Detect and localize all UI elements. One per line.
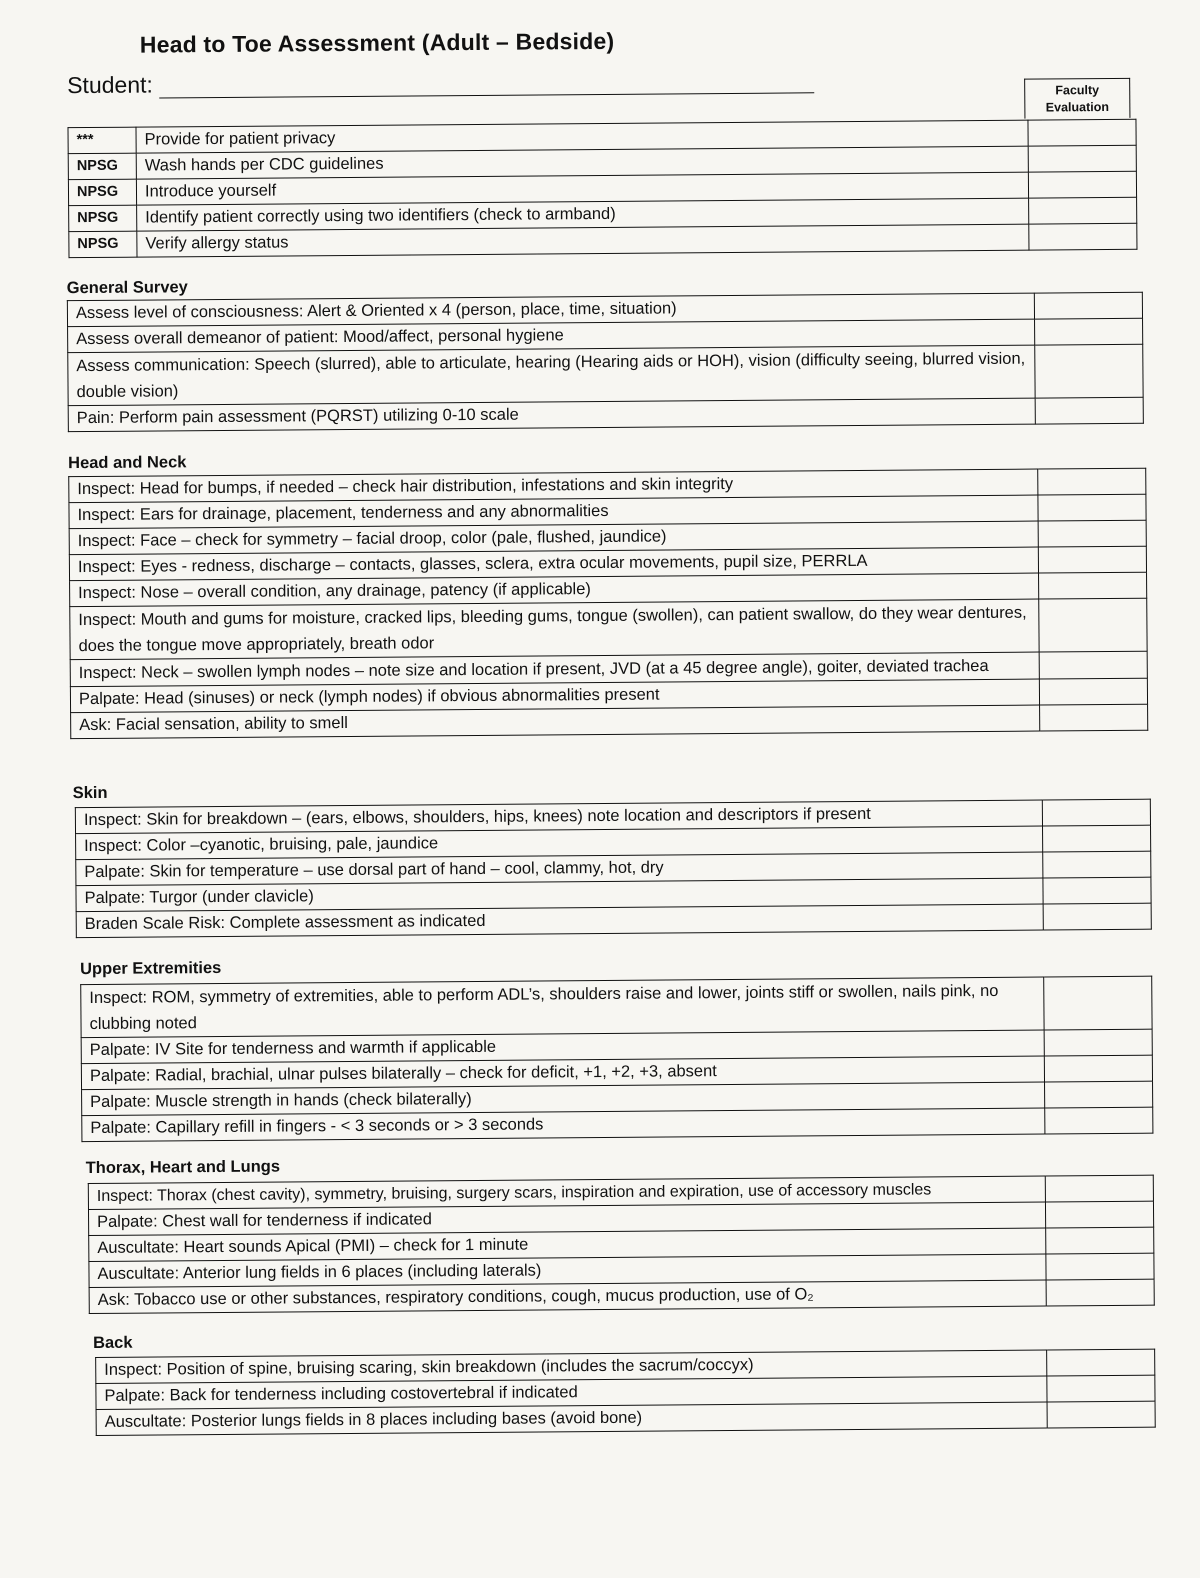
row-text: Verify allergy status [137,224,1029,257]
row-text: Inspect: Face – check for symmetry – facial droop, color (pale, flushed, jaundice) [69,521,1038,555]
evaluation-cell[interactable] [1028,171,1136,198]
head-and-neck-table [68,468,1148,739]
section-title-thorax-heart-lungs: Thorax, Heart and Lungs [85,1157,281,1178]
section-title-skin: Skin [72,783,108,803]
evaluation-cell[interactable] [1045,1175,1153,1202]
evaluation-cell[interactable] [1046,1253,1154,1280]
evaluation-cell[interactable] [1047,1375,1155,1402]
upper-extremities-table [80,976,1153,1142]
evaluation-cell[interactable] [1039,572,1147,599]
row-text: Inspect: ROM, symmetry of extremities, able to perform ADL’s, shoulders raise and lower, joints stiff or swollen, nails pink, no clubbing noted [81,977,1044,1038]
evaluation-cell[interactable] [1035,318,1143,345]
evaluation-cell[interactable] [1047,1401,1155,1428]
table-row [70,598,1147,659]
evaluation-cell[interactable] [1043,825,1151,852]
section-title-back: Back [92,1333,133,1353]
evaluation-cell[interactable] [1039,678,1147,705]
row-text: Palpate: Radial, brachial, ulnar pulses bilaterally – check for deficit, +1, +2, +3, absent [81,1056,1044,1090]
row-text: Braden Scale Risk: Complete assessment as indicated [76,904,1043,938]
row-text: Identify patient correctly using two identifiers (check to armband) [137,198,1029,231]
student-name-line[interactable] [159,70,814,98]
table-row [81,976,1152,1037]
evaluation-cell[interactable] [1028,119,1136,146]
evaluation-cell[interactable] [1038,546,1146,573]
row-text: Palpate: Back for tenderness including costovertebral if indicated [96,1376,1047,1409]
student-label: Student: [67,71,153,99]
section-title-general-survey: General Survey [66,278,188,298]
row-text: Palpate: Capillary refill in fingers - < 3 seconds or > 3 seconds [82,1108,1045,1142]
row-text: Auscultate: Posterior lungs fields in 8 places including bases (avoid bone) [96,1402,1047,1435]
section-title-head-and-neck: Head and Neck [68,453,187,473]
row-text: Palpate: Skin for temperature – use dorsal part of hand – cool, clammy, hot, dry [76,852,1043,886]
row-text: Assess overall demeanor of patient: Mood/affect, personal hygiene [68,319,1035,353]
evaluation-cell[interactable] [1039,651,1147,679]
evaluation-cell[interactable] [1043,877,1151,904]
row-text: Palpate: Chest wall for tenderness if indicated [88,1202,1045,1236]
evaluation-cell[interactable] [1028,145,1136,172]
npsg-table [67,119,1137,258]
evaluation-cell[interactable] [1043,851,1151,878]
evaluation-cell[interactable] [1046,1227,1154,1254]
evaluation-cell[interactable] [1034,292,1142,319]
form-title: Head to Toe Assessment (Adult – Bedside) [139,27,615,58]
student-field [67,66,814,99]
row-text: Inspect: Thorax (chest cavity), symmetry, bruising, surgery scars, inspiration and expiration, use of accessory muscles [88,1176,1045,1210]
evaluation-cell[interactable] [1042,799,1150,826]
evaluation-cell[interactable] [1044,1029,1152,1056]
row-text: Inspect: Nose – overall condition, any drainage, patency (if applicable) [70,573,1039,607]
evaluation-cell[interactable] [1035,344,1143,398]
row-text: Inspect: Head for bumps, if needed – check hair distribution, infestations and skin integrity [69,469,1038,503]
row-text: Provide for patient privacy [136,120,1028,153]
row-text: Palpate: Turgor (under clavicle) [76,878,1043,912]
evaluation-cell[interactable] [1044,976,1152,1030]
row-code: NPSG [69,231,137,258]
skin-table [75,799,1152,938]
faculty-evaluation-header [1024,78,1130,119]
evaluation-cell[interactable] [1045,1081,1153,1108]
general-survey-table [67,292,1144,432]
thorax-heart-lungs-table [88,1175,1155,1314]
row-text: Wash hands per CDC guidelines [136,146,1028,179]
row-text: Assess level of consciousness: Alert & Oriented x 4 (person, place, time, situation) [67,293,1034,327]
row-code: NPSG [68,153,136,180]
row-text: Inspect: Mouth and gums for moisture, cracked lips, bleeding gums, tongue (swollen), can patient swallow, do they wear dentures, does the tongue move appropriately, breath odor [70,599,1039,660]
evaluation-cell[interactable] [1044,1055,1152,1082]
row-text: Palpate: IV Site for tenderness and warmth if applicable [81,1030,1044,1064]
evaluation-cell[interactable] [1038,520,1146,547]
evaluation-cell[interactable] [1039,598,1147,652]
table-row [68,344,1143,405]
row-code: *** [68,127,136,154]
row-text: Inspect: Skin for breakdown – (ears, elbows, shoulders, hips, knees) note location and descriptors if present [75,800,1042,834]
evaluation-cell[interactable] [1046,1279,1154,1306]
evaluation-cell[interactable] [1045,1201,1153,1228]
row-text: Auscultate: Anterior lung fields in 6 places (including laterals) [89,1254,1046,1288]
row-text: Inspect: Position of spine, bruising scaring, skin breakdown (includes the sacrum/coccyx) [96,1350,1047,1383]
row-text: Inspect: Neck – swollen lymph nodes – note size and location if present, JVD (at a 45 degree angle), goiter, deviated trachea [70,652,1039,687]
row-text: Inspect: Ears for drainage, placement, tenderness and any abnormalities [69,495,1038,529]
row-text: Palpate: Head (sinuses) or neck (lymph nodes) if obvious abnormalities present [70,679,1039,713]
row-code: NPSG [69,205,137,232]
section-title-upper-extremities: Upper Extremities [80,958,222,979]
faculty-header-line-2: Evaluation [1045,99,1110,115]
evaluation-cell[interactable] [1038,494,1146,521]
row-text: Introduce yourself [136,172,1028,205]
faculty-header-line-1: Faculty [1055,83,1100,98]
evaluation-cell[interactable] [1047,1349,1155,1376]
row-text: Pain: Perform pain assessment (PQRST) utilizing 0-10 scale [68,398,1035,432]
row-text: Assess communication: Speech (slurred), able to articulate, hearing (Hearing aids or HOH), vision (difficulty seeing, blurred vision, double vision) [68,345,1035,406]
row-text: Ask: Tobacco use or other substances, respiratory conditions, cough, mucus production, use of O₂ [89,1280,1046,1314]
row-text: Palpate: Muscle strength in hands (check bilaterally) [82,1082,1045,1116]
row-text: Inspect: Color –cyanotic, bruising, pale, jaundice [76,826,1043,860]
evaluation-cell[interactable] [1035,397,1143,424]
row-text: Auscultate: Heart sounds Apical (PMI) – check for 1 minute [89,1228,1046,1262]
evaluation-cell[interactable] [1040,704,1148,731]
row-code: NPSG [68,179,136,206]
evaluation-cell[interactable] [1045,1107,1153,1134]
evaluation-cell[interactable] [1038,468,1146,495]
evaluation-cell[interactable] [1029,223,1137,250]
row-text: Inspect: Eyes - redness, discharge – contacts, glasses, sclera, extra ocular movements, pupil size, PERRLA [69,547,1038,581]
evaluation-cell[interactable] [1043,903,1151,930]
evaluation-cell[interactable] [1029,197,1137,224]
back-table [95,1349,1156,1436]
row-text: Ask: Facial sensation, ability to smell [71,705,1040,739]
